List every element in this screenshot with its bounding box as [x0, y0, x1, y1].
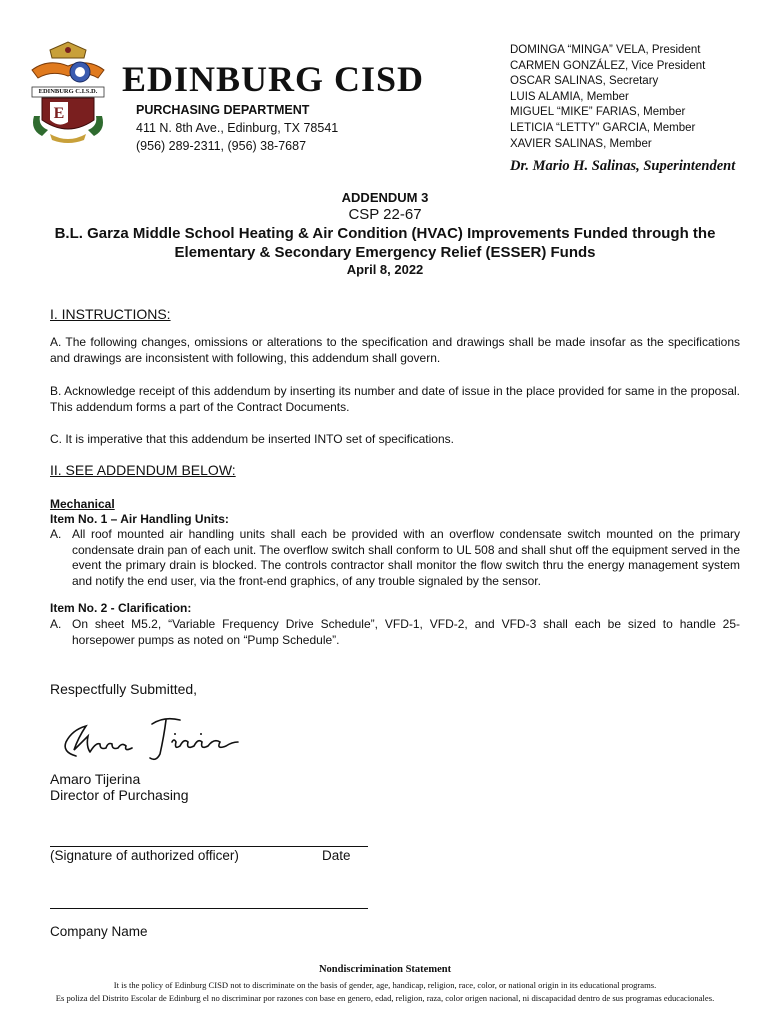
signature-label: (Signature of authorized officer) [50, 848, 239, 863]
superintendent: Dr. Mario H. Salinas, Superintendent [510, 158, 736, 174]
board-members [510, 43, 705, 152]
addendum-date: April 8, 2022 [346, 262, 424, 277]
board-member: LUIS ALAMIA, Member [510, 90, 629, 103]
signer-name: Amaro Tijerina [50, 771, 141, 787]
board-member: OSCAR SALINAS, Secretary [510, 75, 659, 88]
board-member: XAVIER SALINAS, Member [510, 137, 652, 150]
signer-title: Director of Purchasing [50, 787, 189, 803]
project-title [0, 224, 770, 262]
project-title-line: Elementary & Secondary Emergency Relief (ESSER) Funds [174, 244, 596, 261]
board-member: LETICIA “LETTY” GARCIA, Member [510, 121, 696, 134]
board-member: CARMEN GONZÁLEZ, Vice President [510, 59, 706, 72]
org-name: EDINBURG CISD [122, 59, 425, 99]
department-name: PURCHASING DEPARTMENT [136, 103, 310, 117]
item-letter: A. [50, 617, 62, 631]
signature-line[interactable] [50, 846, 368, 847]
phone-numbers: (956) 289-2311, (956) 38-7687 [136, 139, 307, 153]
addendum-number: ADDENDUM 3 [341, 190, 429, 205]
logo-banner-text: EDINBURG C.I.S.D. [38, 88, 98, 95]
board-member: MIGUEL “MIKE” FARIAS, Member [510, 106, 686, 119]
instruction-b: B. Acknowledge receipt of this addendum by inserting its number and date of issue in the place provided for same in the proposal. This addendum forms a part of the Contract Documents. [50, 384, 740, 414]
project-title-line: B.L. Garza Middle School Heating & Air Condition (HVAC) Improvements Funded through the [54, 225, 716, 242]
instruction-a: A. The following changes, omissions or alterations to the specification and drawings shall be made insofar as the specifications and drawings are inconsistent with following, this addendum shall govern. [50, 335, 740, 365]
item-1-text: All roof mounted air handling units shall each be provided with an overflow condensate switch mounted on the primary condensate drain pan of each unit. The overflow switch shall conform to UL 508 and shall shut off the equipment served in the event the primary drain is blocked. The controls contractor shall monitor the flow switch thru the energy management system and notify the end user, via the front-end graphics, of any trouble signaled by the sensor. [72, 527, 740, 588]
nondiscrimination-spanish: Es poliza del Distrito Escolar de Edinburg el no discriminar por razones con base en genero, edad, religion, raza, color origen nacional, ni discapacidad dentro de sus programas educacionales. [55, 993, 715, 1003]
item-2-title: Item No. 2 - Clarification: [50, 601, 192, 615]
item-1-text-block [50, 527, 740, 589]
company-name-line[interactable] [50, 908, 368, 909]
csp-number: CSP 22-67 [348, 206, 422, 223]
nondiscrimination-english: It is the policy of Edinburg CISD not to discriminate on the basis of gender, age, handicap, religion, race, color, or national origin in its educational programs. [113, 980, 657, 990]
board-member: DOMINGA “MINGA” VELA, President [510, 44, 701, 56]
date-label: Date [322, 848, 351, 863]
handwritten-signature [56, 712, 246, 768]
item-letter: A. [50, 527, 62, 541]
item-2-text: On sheet M5.2, “Variable Frequency Drive Schedule”, VFD-1, VFD-2, and VFD-3 shall each be sized to handle 25-horsepower pumps as noted on “Pump Schedule”. [72, 617, 740, 647]
respectfully-submitted: Respectfully Submitted, [50, 681, 198, 697]
district-logo [28, 40, 108, 144]
company-name-label: Company Name [50, 924, 148, 939]
category-heading: Mechanical [50, 497, 115, 511]
instruction-c: C. It is imperative that this addendum be inserted INTO set of specifications. [50, 432, 454, 446]
item-2-text-block [50, 617, 740, 648]
instructions-heading: I. INSTRUCTIONS: [50, 306, 171, 322]
nondiscrimination-title: Nondiscrimination Statement [318, 964, 452, 975]
address: 411 N. 8th Ave., Edinburg, TX 78541 [136, 121, 339, 135]
svg-text:E: E [53, 105, 65, 122]
addendum-heading: II. SEE ADDENDUM BELOW: [50, 462, 236, 478]
item-1-title: Item No. 1 – Air Handling Units: [50, 512, 229, 526]
